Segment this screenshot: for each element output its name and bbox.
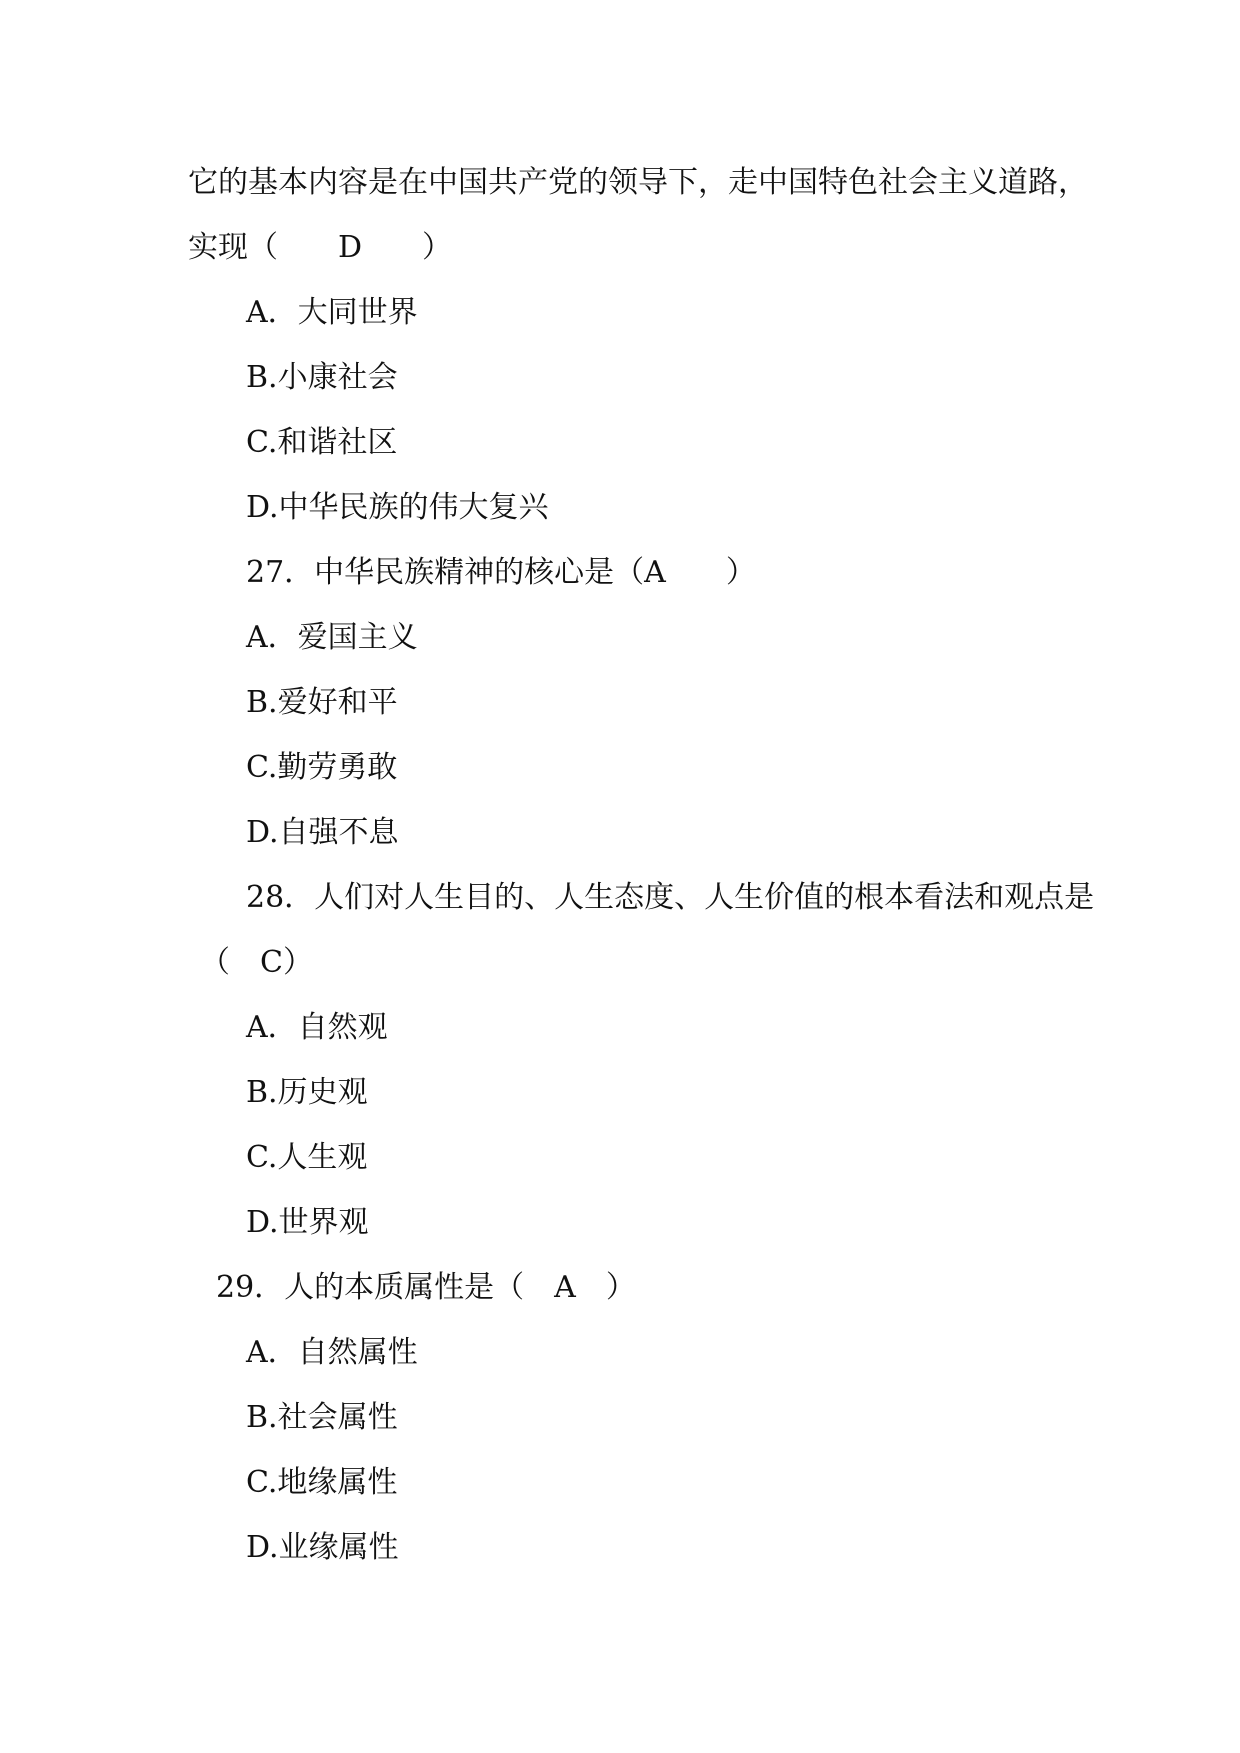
question-28-answer: （ C） [200,945,313,980]
question-29-option-c: C.地缘属性 [246,1465,398,1500]
question-27-option-a: A．爱国主义 [246,620,418,655]
question-29-option-b: B.社会属性 [246,1400,398,1435]
question-26-stem-answer: 实现（ D ） [188,230,453,265]
question-26-option-c: C.和谐社区 [246,425,398,460]
question-28-option-a: A．自然观 [246,1010,388,1045]
question-29-stem: 29．人的本质属性是（ A ） [216,1270,636,1305]
question-29-option-d: D.业缘属性 [246,1530,399,1565]
question-27-option-c: C.勤劳勇敢 [246,750,398,785]
question-26-option-a: A．大同世界 [246,295,418,330]
question-26-option-b: B.小康社会 [246,360,398,395]
question-28-stem: 28．人们对人生目的、人生态度、人生价值的根本看法和观点是 [246,880,1095,915]
question-27-option-d: D.自强不息 [246,815,399,850]
question-28-option-c: C.人生观 [246,1140,368,1175]
question-26-stem-continued: 它的基本内容是在中国共产党的领导下，走中国特色社会主义道路， [188,165,1088,200]
question-26-option-d: D.中华民族的伟大复兴 [246,490,549,525]
question-29-option-a: A．自然属性 [246,1335,418,1370]
question-27-stem: 27．中华民族精神的核心是（A ） [246,555,756,590]
question-28-option-d: D.世界观 [246,1205,369,1240]
question-28-option-b: B.历史观 [246,1075,368,1110]
question-27-option-b: B.爱好和平 [246,685,398,720]
